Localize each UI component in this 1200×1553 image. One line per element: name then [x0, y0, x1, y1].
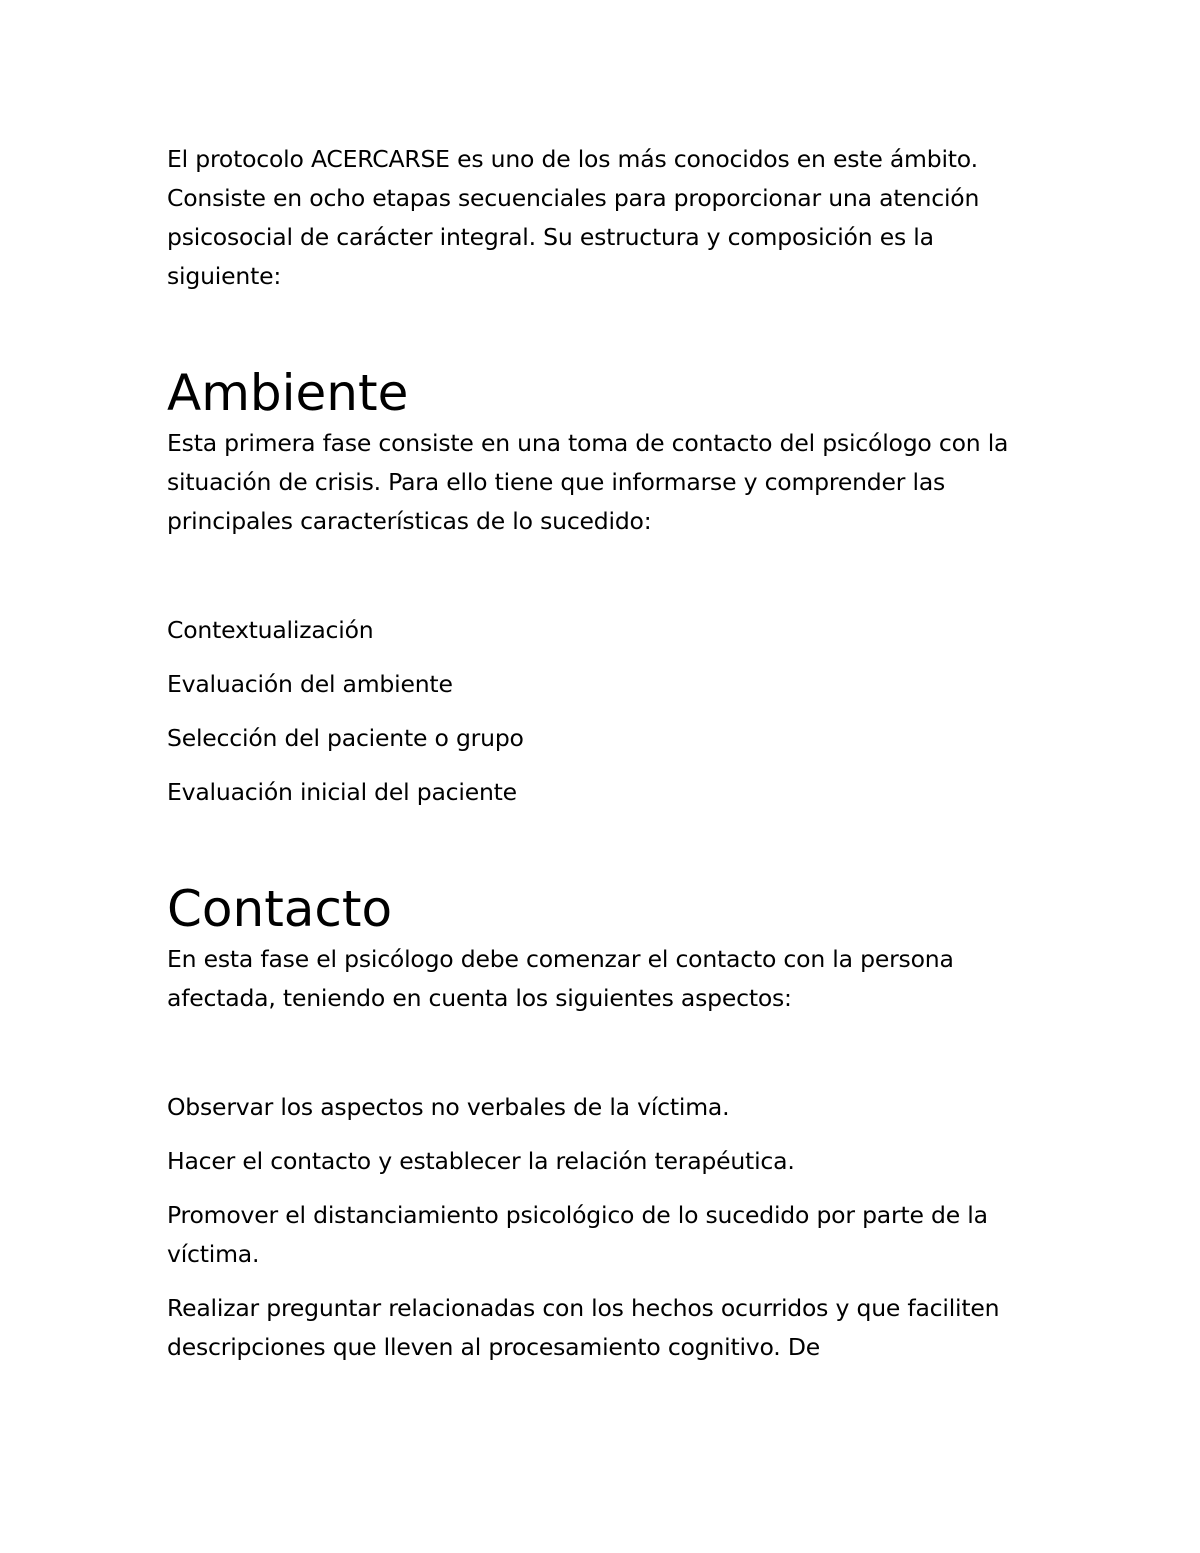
section-paragraph: En esta fase el psicólogo debe comenzar el contacto con la persona afectada, teniendo en cuenta los siguientes aspectos: — [167, 945, 954, 1012]
list-item: Selección del paciente o grupo — [167, 724, 524, 752]
list-item: Realizar preguntar relacionadas con los hechos ocurridos y que faciliten descripciones que lleven al procesamiento cognitivo. De — [167, 1294, 1000, 1361]
section-ambiente — [167, 362, 1047, 812]
section-heading: Ambiente — [167, 364, 409, 422]
intro-paragraph: El protocolo ACERCARSE es uno de los más conocidos en este ámbito. Consiste en ocho etapas secuenciales para proporcionar una atención psicosocial de carácter integral. Su estructura y composición es la siguiente: — [167, 145, 980, 290]
section-paragraph: Esta primera fase consiste en una toma de contacto del psicólogo con la situación de crisis. Para ello tiene que informarse y comprender las principales características de lo sucedido: — [167, 429, 1009, 535]
list-item: Evaluación inicial del paciente — [167, 778, 517, 806]
document-body — [167, 140, 1047, 1382]
list-item: Contextualización — [167, 616, 374, 644]
list-item: Promover el distanciamiento psicológico de lo sucedido por parte de la víctima. — [167, 1201, 988, 1268]
list-item: Evaluación del ambiente — [167, 670, 453, 698]
section-spacer — [167, 827, 1047, 878]
section-heading: Contacto — [167, 880, 393, 938]
section-contacto — [167, 878, 1047, 1367]
list-item: Observar los aspectos no verbales de la víctima. — [167, 1093, 730, 1121]
list-item: Hacer el contacto y establecer la relación terapéutica. — [167, 1147, 795, 1175]
